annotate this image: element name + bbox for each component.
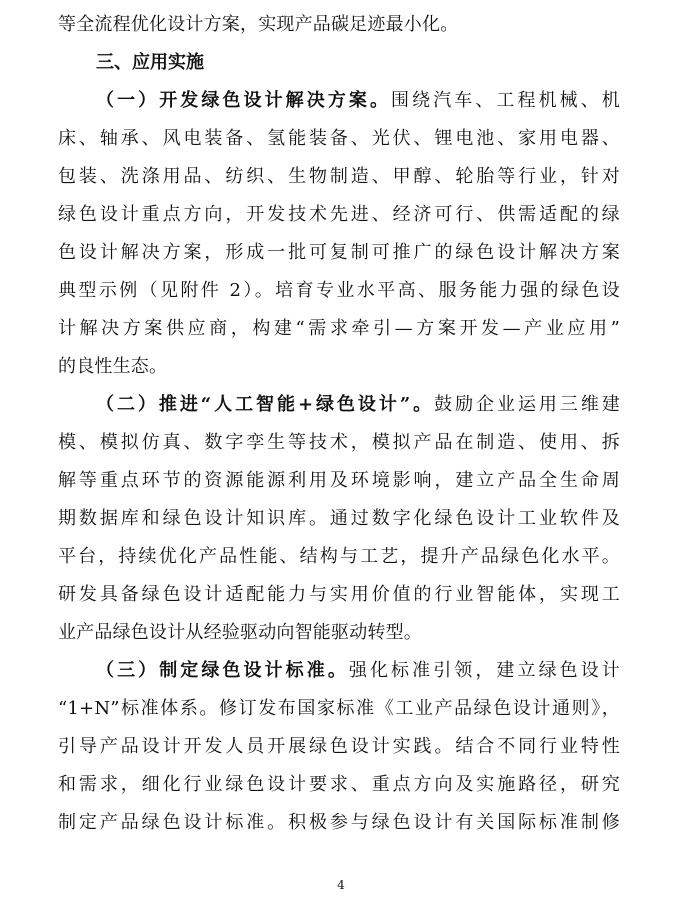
paragraph-line: 的良性生态。 bbox=[58, 356, 168, 377]
paragraph-label: （三）制定绿色设计标准。 bbox=[96, 660, 349, 681]
paragraph-line: “1+N”标准体系。修订发布国家标准《工业产品绿色设计通则》， bbox=[58, 698, 620, 719]
section-heading: 三、应用实施 bbox=[96, 52, 204, 73]
paragraph-line: 等全流程优化设计方案，实现产品碳足迹最小化。 bbox=[58, 14, 459, 35]
paragraph-line bbox=[58, 82, 620, 120]
paragraph-line: 和需求，细化行业绿色设计要求、重点方向及实施路径，研究 bbox=[58, 774, 620, 795]
paragraph-line: 引导产品设计开发人员开展绿色设计实践。结合不同行业特性 bbox=[58, 736, 620, 757]
paragraph-line: 平台，持续优化产品性能、结构与工艺，提升产品绿色化水平。 bbox=[58, 546, 620, 567]
paragraph-line bbox=[58, 386, 620, 424]
paragraph-line: 色设计解决方案，形成一批可复制可推广的绿色设计解决方案 bbox=[58, 242, 620, 263]
paragraph-label: （一）开发绿色设计解决方案。 bbox=[96, 90, 392, 111]
paragraph-text: 围绕汽车、工程机械、机 bbox=[391, 90, 620, 111]
paragraph-line: 制定产品绿色设计标准。积极参与绿色设计有关国际标准制修 bbox=[58, 812, 620, 833]
paragraph-text: 鼓励企业运用三维建 bbox=[434, 394, 620, 415]
paragraph-line: 典型示例（见附件 2）。培育专业水平高、服务能力强的绿色设 bbox=[58, 280, 620, 301]
page-number: 4 bbox=[337, 878, 345, 892]
paragraph-line: 计解决方案供应商，构建“需求牵引—方案开发—产业应用” bbox=[58, 318, 620, 339]
paragraph-line: 包装、洗涤用品、纺织、生物制造、甲醇、轮胎等行业，针对 bbox=[58, 166, 620, 187]
paragraph-line: 业产品绿色设计从经验驱动向智能驱动转型。 bbox=[58, 622, 422, 643]
paragraph-line: 绿色设计重点方向，开发技术先进、经济可行、供需适配的绿 bbox=[58, 204, 620, 225]
document-body bbox=[58, 6, 620, 842]
paragraph-line: 解等重点环节的资源能源利用及环境影响，建立产品全生命周 bbox=[58, 470, 620, 491]
paragraph-line: 期数据库和绿色设计知识库。通过数字化绿色设计工业软件及 bbox=[58, 508, 620, 529]
paragraph-text: 强化标准引领，建立绿色设计 bbox=[348, 660, 620, 681]
paragraph-line bbox=[58, 652, 620, 690]
paragraph-line: 研发具备绿色设计适配能力与实用价值的行业智能体，实现工 bbox=[58, 584, 620, 605]
paragraph-line: 床、轴承、风电装备、氢能装备、光伏、锂电池、家用电器、 bbox=[58, 128, 620, 149]
paragraph-label: （二）推进“人工智能+绿色设计”。 bbox=[96, 394, 435, 415]
paragraph-line: 模、模拟仿真、数字孪生等技术，模拟产品在制造、使用、拆 bbox=[58, 432, 620, 453]
